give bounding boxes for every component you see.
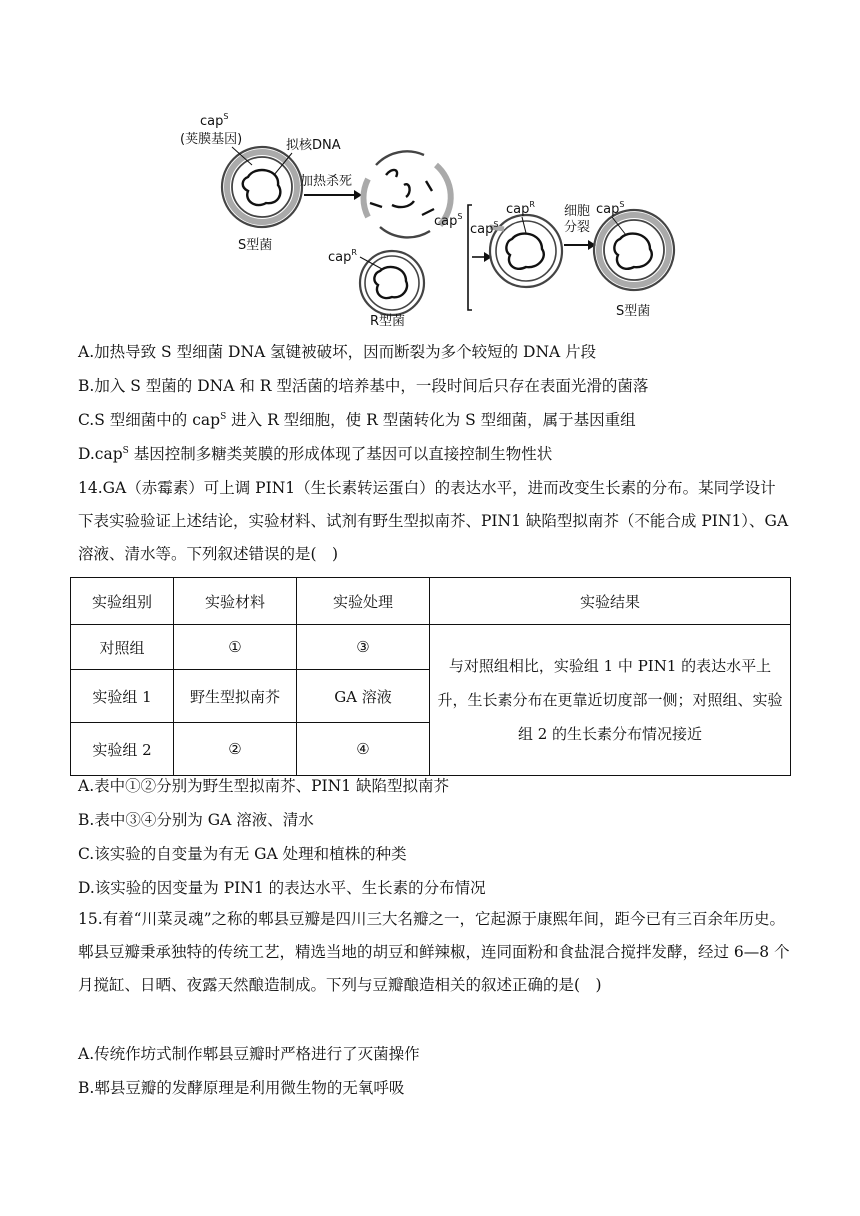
q14-option-d: D.该实验的因变量为 PIN1 的表达水平、生长素的分布情况 xyxy=(78,879,486,897)
table-row xyxy=(71,625,791,670)
q14-option-c: C.该实验的自变量为有无 GA 处理和植株的种类 xyxy=(78,845,407,863)
s-strain-cell xyxy=(222,147,302,227)
q13-option-a: A.加热导致 S 型细菌 DNA 氢键被破坏，因而断裂为多个较短的 DNA 片段 xyxy=(78,343,597,361)
s-strain-label: S型菌 xyxy=(238,238,273,253)
q15-option-b: B.郫县豆瓣的发酵原理是利用微生物的无氧呼吸 xyxy=(78,1079,405,1097)
cell-division-label-1: 细胞 xyxy=(564,204,591,219)
q15-option-a: A.传统作坊式制作郫县豆瓣时严格进行了灭菌操作 xyxy=(78,1045,420,1063)
table-header-cell: 实验处理 xyxy=(297,578,430,625)
transformation-diagram xyxy=(160,105,700,330)
table-cell: 野生型拟南芥 xyxy=(174,670,297,723)
cell-division-label-2: 分裂 xyxy=(564,220,591,235)
cap-s-fragment xyxy=(422,209,434,215)
cap-s-label: cap$^S$ xyxy=(200,112,229,129)
combine-bracket xyxy=(468,205,472,310)
table-cell: ④ xyxy=(297,723,430,776)
cap-s-fragment-label: cap$^S$ xyxy=(434,212,463,229)
transformation-diagram-svg xyxy=(160,105,700,330)
cap-r-label: cap$^R$ xyxy=(328,248,357,265)
table-header-cell: 实验结果 xyxy=(430,578,791,625)
table-header-row xyxy=(71,578,791,625)
q13-option-d: D.cap$^S$ 基因控制多糖类荚膜的形成体现了基因可以直接控制生物性状 xyxy=(78,445,553,463)
table-result-cell: 与对照组相比，实验组 1 中 PIN1 的表达水平上升，生长素分布在更靠近切度部一侧；对照组、实验组 2 的生长素分布情况接近 xyxy=(430,625,791,776)
cap-s-result-label: cap$^S$ xyxy=(596,200,625,217)
q15-stem: 15.有着“川菜灵魂”之称的郫县豆瓣是四川三大名瓣之一，它起源于康熙年间，距今已有三百余年历史。郫县豆瓣秉承独特的传统工艺，精选当地的胡豆和鲜辣椒，连同面粉和食盐混合搅拌发酵，经过 6—8 个月搅缸、日晒、夜露天然酿造制成。下列与豆瓣酿造相关的叙述正确的是( ) xyxy=(78,910,790,994)
experiment-table xyxy=(70,577,791,776)
r-strain-label: R型菌 xyxy=(370,314,406,329)
q13-option-c: C.S 型细菌中的 cap$^S$ 进入 R 型细胞，使 R 型菌转化为 S 型细菌，属于基因重组 xyxy=(78,411,636,429)
table-cell: 实验组 1 xyxy=(71,670,174,723)
q13-option-b: B.加入 S 型菌的 DNA 和 R 型活菌的培养基中，一段时间后只存在表面光滑的菌落 xyxy=(78,377,649,395)
table-cell: ① xyxy=(174,625,297,670)
table-header-cell: 实验组别 xyxy=(71,578,174,625)
q14-option-a: A.表中①②分别为野生型拟南芥、PIN1 缺陷型拟南芥 xyxy=(78,777,450,795)
nucleoid-dna-label: 拟核DNA xyxy=(286,138,341,153)
heat-kill-label: 加热杀死 xyxy=(300,174,353,189)
table-cell: 对照组 xyxy=(71,625,174,670)
table-cell: ② xyxy=(174,723,297,776)
cap-s-insert-label: cap$^S$ xyxy=(470,220,499,237)
table-cell: 实验组 2 xyxy=(71,723,174,776)
q14-stem: 14.GA（赤霉素）可上调 PIN1（生长素转运蛋白）的表达水平，进而改变生长素的分布。某同学设计下表实验验证上述结论，实验材料、试剂有野生型拟南芥、PIN1 缺陷型拟南芥（不能合成 PIN1）、GA 溶液、清水等。下列叙述错误的是( ) xyxy=(78,479,789,563)
transformed-cell xyxy=(490,215,562,287)
cap-r-transformed-pointer xyxy=(522,217,526,233)
capsule-gene-label: (荚膜基因) xyxy=(180,132,243,147)
s-strain-cell-result xyxy=(594,210,674,290)
table-cell: ③ xyxy=(297,625,430,670)
r-strain-cell xyxy=(360,251,424,315)
q14-option-b: B.表中③④分别为 GA 溶液、清水 xyxy=(78,811,314,829)
table-header-cell: 实验材料 xyxy=(174,578,297,625)
table-cell: GA 溶液 xyxy=(297,670,430,723)
cap-r-transformed-label: cap$^R$ xyxy=(506,200,535,217)
s-strain-result-label: S型菌 xyxy=(616,304,651,319)
